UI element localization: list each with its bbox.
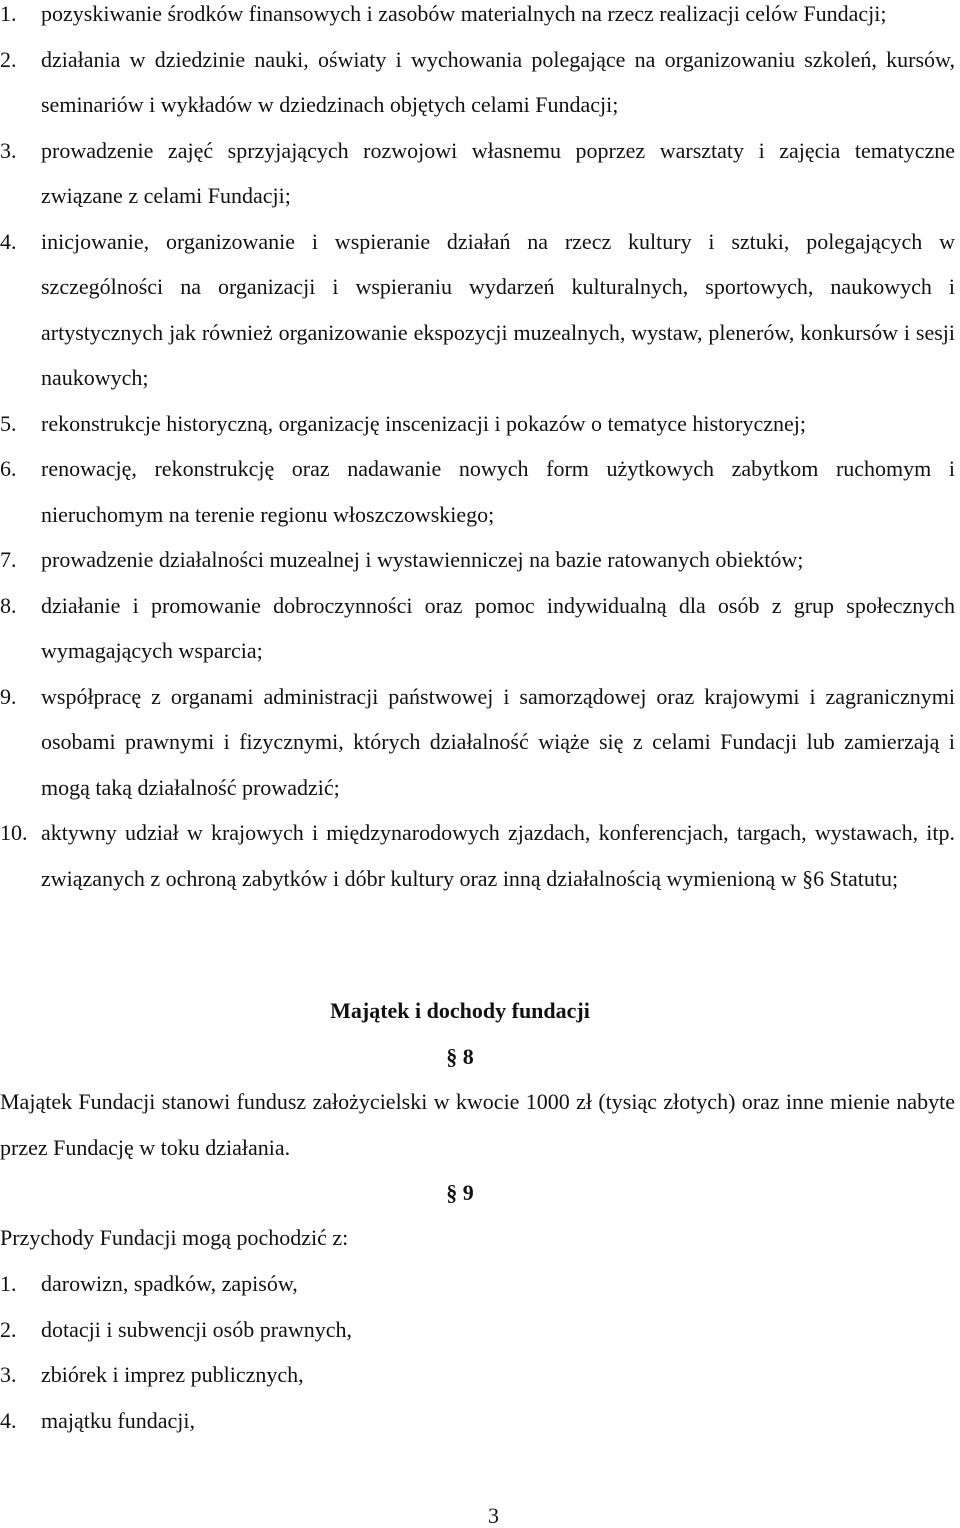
list-text: prowadzenie działalności muzealnej i wystawienniczej na bazie ratowanych obiektów; xyxy=(41,547,804,572)
list-item xyxy=(0,401,955,447)
list-item xyxy=(0,0,955,37)
list-number: 4. xyxy=(0,228,17,254)
list-number: 2. xyxy=(0,1316,17,1342)
list-number: 8. xyxy=(0,592,17,618)
section-9-symbol: § 9 xyxy=(446,1180,474,1205)
list-text: pozyskiwanie środków finansowych i zasobów materialnych na rzecz realizacji celów Fundacji; xyxy=(41,1,887,26)
list-number: 3. xyxy=(0,1362,17,1387)
list-number: 7. xyxy=(0,547,17,572)
list-item xyxy=(0,37,955,128)
list-number: 2. xyxy=(0,46,17,72)
list-item xyxy=(0,446,955,537)
list-item xyxy=(0,1352,500,1398)
list-item xyxy=(0,219,955,401)
section-8-symbol: § 8 xyxy=(446,1044,474,1069)
list-item xyxy=(0,674,955,811)
list-text: zbiórek i imprez publicznych, xyxy=(41,1362,304,1387)
list-text: działania w dziedzinie nauki, oświaty i wychowania polegające na organizowaniu szkoleń, kursów, seminariów i wykładów w dziedzinach objętych celami Fundacji; xyxy=(41,46,955,117)
section-heading: Majątek i dochody fundacji xyxy=(330,998,590,1023)
list-text: darowizn, spadków, zapisów, xyxy=(41,1271,298,1296)
list-item xyxy=(0,128,955,219)
list-text: prowadzenie zajęć sprzyjających rozwojowi własnemu poprzez warsztaty i zajęcia tematyczne związane z celami Fundacji; xyxy=(41,137,955,208)
list-item xyxy=(0,537,955,583)
list-text: współpracę z organami administracji państwowej i samorządowej oraz krajowymi i zagranicznymi osobami prawnymi i fizycznymi, których działalność wiąże się z celami Fundacji lub zamierzają i mogą taką działalność prowadzić; xyxy=(41,683,955,800)
page-number: 3 xyxy=(488,1503,499,1528)
section-9-intro: Przychody Fundacji mogą pochodzić z: xyxy=(0,1225,349,1250)
list-item xyxy=(0,1261,500,1307)
list-text: inicjowanie, organizowanie i wspieranie działań na rzecz kultury i sztuki, polegających w szczególności na organizacji i wspieraniu wydarzeń kulturalnych, sportowych, naukowych i artystycznych jak również organizowanie ekspozycji muzealnych, wystaw, plenerów, konkursów i sesji naukowych; xyxy=(41,228,955,390)
list-item xyxy=(0,583,955,674)
list-number: 4. xyxy=(0,1407,17,1433)
list-number: 9. xyxy=(0,683,17,709)
list-number: 5. xyxy=(0,410,17,436)
list-number: 1. xyxy=(0,1271,17,1296)
list-text: aktywny udział w krajowych i międzynarodowych zjazdach, konferencjach, targach, wystawach, itp. związanych z ochroną zabytków i dóbr kultury oraz inną działalnością wymienioną w §6 Statutu; xyxy=(41,820,955,891)
list-item xyxy=(0,1307,500,1353)
list-text: dotacji i subwencji osób prawnych, xyxy=(41,1316,352,1342)
revenue-sources-list xyxy=(0,1261,500,1443)
list-text: majątku fundacji, xyxy=(41,1407,195,1433)
list-item xyxy=(0,810,955,901)
section-8-paragraph: Majątek Fundacji stanowi fundusz założycielski w kwocie 1000 zł (tysiąc złotych) oraz inne mienie nabyte przez Fundację w toku działania. xyxy=(0,1089,955,1160)
list-number: 10. xyxy=(0,820,28,845)
list-text: działanie i promowanie dobroczynności oraz pomoc indywidualną dla osób z grup społecznych wymagających wsparcia; xyxy=(41,592,955,663)
list-number: 3. xyxy=(0,137,17,163)
list-number: 6. xyxy=(0,456,17,481)
list-text: renowację, rekonstrukcję oraz nadawanie nowych form użytkowych zabytkom ruchomym i nieruchomym na terenie regionu włoszczowskiego; xyxy=(41,456,955,527)
list-number: 1. xyxy=(0,1,17,26)
list-item xyxy=(0,1398,500,1444)
list-text: rekonstrukcje historyczną, organizację inscenizacji i pokazów o tematyce historycznej; xyxy=(41,410,807,436)
